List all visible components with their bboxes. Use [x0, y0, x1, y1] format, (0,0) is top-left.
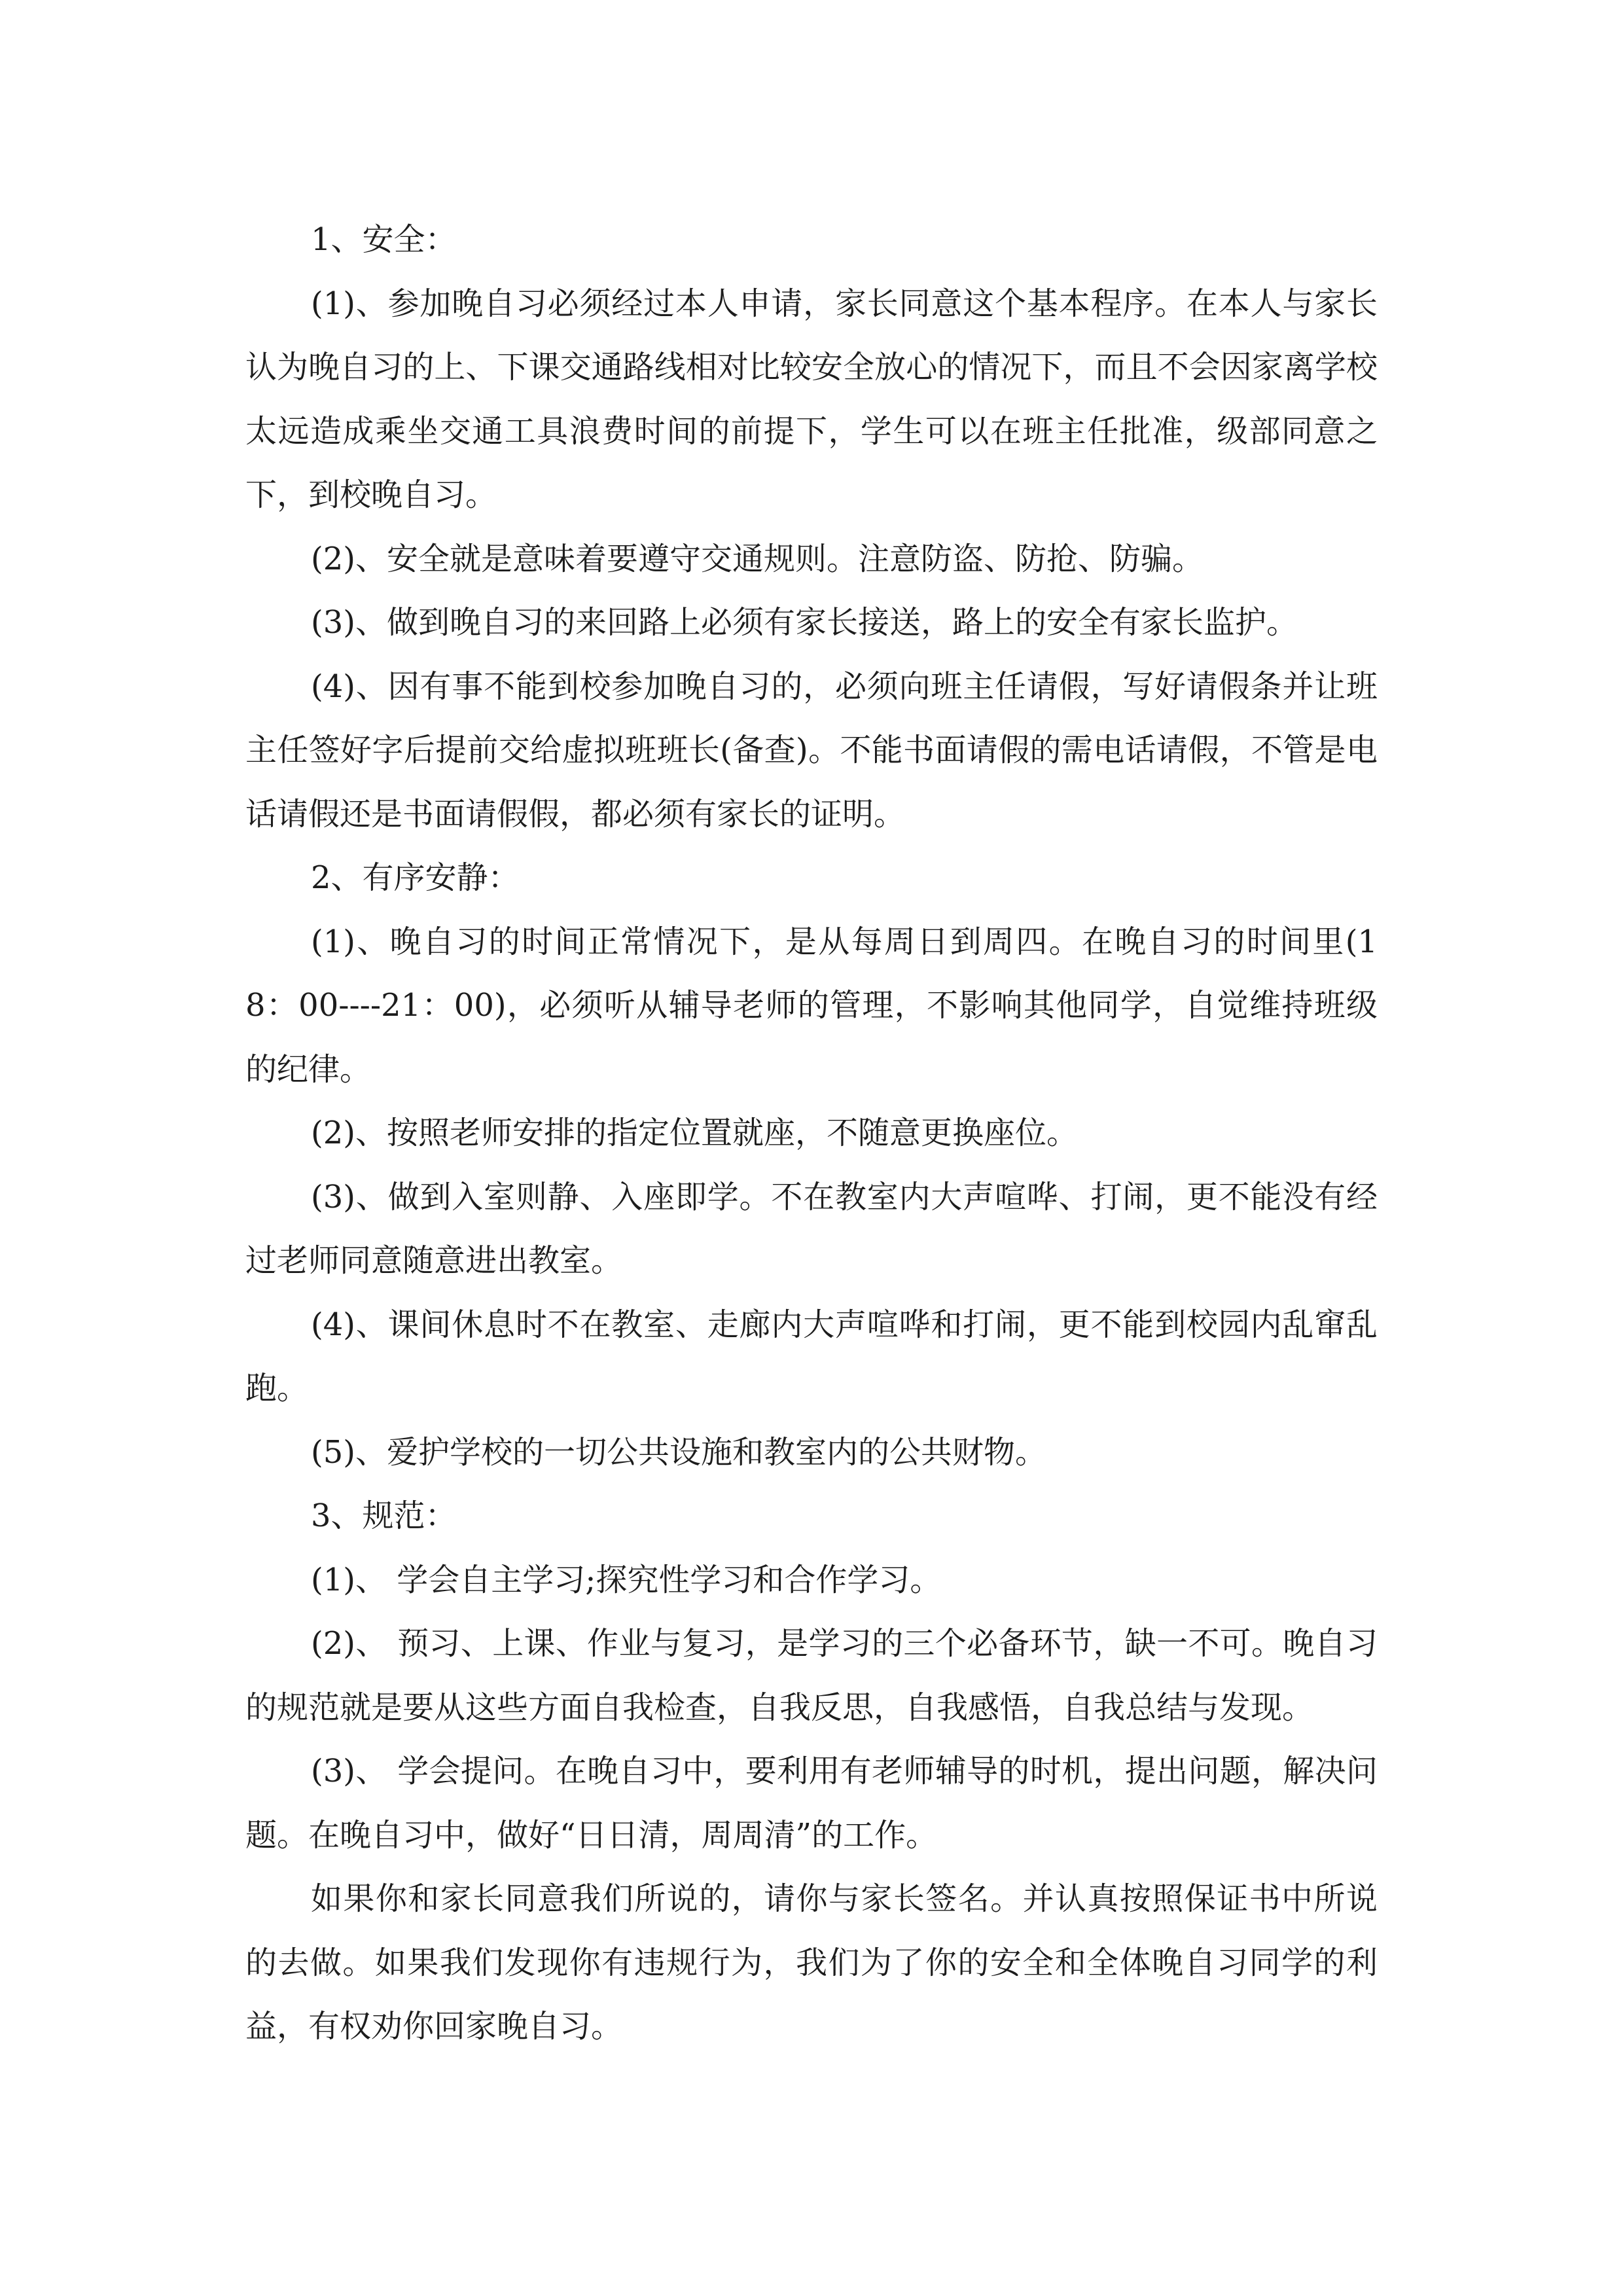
paragraph-safety-1: (1)、参加晚自习必须经过本人申请，家长同意这个基本程序。在本人与家长认为晚自习的上、下课交通路线相对比较安全放心的情况下，而且不会因家离学校太远造成乘坐交通工具浪费时间的前提下，学生可以在班主任批准，级部同意之下，到校晚自习。 [245, 285, 1378, 513]
paragraph-order-5: (5)、爱护学校的一切公共设施和教室内的公共财物。 [311, 1433, 1046, 1471]
paragraph-norms-2: (2)、 预习、上课、作业与复习，是学习的三个必备环节，缺一不可。晚自习的规范就是要从这些方面自我检查，自我反思，自我感悟，自我总结与发现。 [245, 1625, 1378, 1726]
paragraph-safety-3: (3)、做到晚自习的来回路上必须有家长接送，路上的安全有家长监护。 [311, 604, 1298, 641]
heading-norms: 3、规范： [311, 1498, 457, 1534]
paragraph-order-2: (2)、按照老师安排的指定位置就座，不随意更换座位。 [311, 1115, 1078, 1151]
paragraph-order-3: (3)、做到入室则静、入座即学。不在教室内大声喧哗、打闹，更不能没有经过老师同意随意进出教室。 [245, 1178, 1378, 1279]
paragraph-safety-2: (2)、安全就是意味着要遵守交通规则。注意防盗、防抢、防骗。 [311, 540, 1204, 577]
paragraph-order-1: (1)、晚自习的时间正常情况下，是从每周日到周四。在晚自习的时间里(18：00----21：00)，必须听从辅导老师的管理，不影响其他同学，自觉维持班级的纪律。 [245, 923, 1378, 1088]
paragraph-order-4: (4)、课间休息时不在教室、走廊内大声喧哗和打闹，更不能到校园内乱窜乱跑。 [245, 1306, 1378, 1407]
paragraph-norms-3: (3)、 学会提问。在晚自习中，要利用有老师辅导的时机，提出问题，解决问题。在晚自习中，做好“日日清，周周清”的工作。 [245, 1753, 1378, 1854]
paragraph-norms-1: (1)、 学会自主学习;探究性学习和合作学习。 [311, 1561, 942, 1598]
heading-order-quiet: 2、有序安静： [311, 859, 520, 896]
paragraph-safety-4: (4)、因有事不能到校参加晚自习的，必须向班主任请假，写好请假条并让班主任签好字后提前交给虚拟班班长(备查)。不能书面请假的需电话请假，不管是电话请假还是书面请假假，都必须有家长的证明。 [245, 668, 1378, 833]
heading-safety: 1、安全： [311, 221, 457, 258]
paragraph-closing: 如果你和家长同意我们所说的，请你与家长签名。并认真按照保证书中所说的去做。如果我们发现你有违规行为，我们为了你的安全和全体晚自习同学的利益，有权劝你回家晚自习。 [245, 1880, 1378, 2045]
document-body [245, 208, 1378, 2059]
